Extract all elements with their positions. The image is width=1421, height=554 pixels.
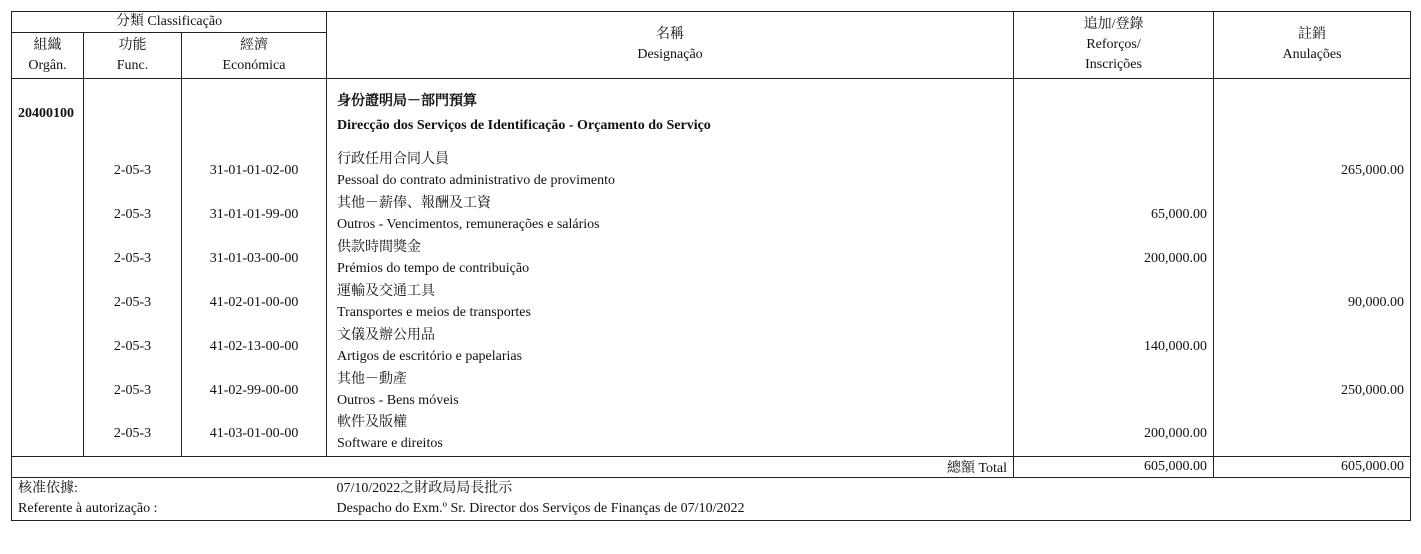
organ-header: [12, 33, 84, 79]
authorization-row: [12, 478, 1411, 521]
designation-header-pt: Designação: [637, 47, 703, 62]
section-title-zh: 身份證明局－部門預算: [337, 93, 478, 109]
designation: [327, 149, 1014, 193]
func-code: 2-05-3: [84, 325, 182, 369]
total-row: [12, 457, 1411, 478]
func-code: 2-05-3: [84, 193, 182, 237]
reinforcements-header-pt2: Inscrições: [1085, 57, 1142, 72]
section-title: [327, 79, 1014, 149]
table-row: [12, 193, 1411, 237]
budget-table: [11, 11, 1411, 521]
designation-pt: Outros - Vencimentos, remunerações e salários: [337, 216, 600, 232]
designation: [327, 369, 1014, 413]
designation: [327, 237, 1014, 281]
reinforcement-value: [1014, 281, 1214, 325]
authorization-text-zh: 07/10/2022之財政局局長批示: [336, 481, 513, 496]
func-code: 2-05-3: [84, 237, 182, 281]
cancellation-value: 265,000.00: [1214, 149, 1411, 193]
authorization-label-zh: 核准依據:: [18, 481, 78, 496]
func-header-zh: 功能: [118, 37, 147, 53]
designation: [327, 281, 1014, 325]
econ-code: 41-02-99-00-00: [182, 369, 327, 413]
designation-pt: Software e direitos: [337, 436, 443, 452]
designation-pt: Prémios do tempo de contribuição: [337, 260, 530, 276]
reinforcement-value: 140,000.00: [1014, 325, 1214, 369]
econ-code: 41-02-01-00-00: [182, 281, 327, 325]
table-row: [12, 281, 1411, 325]
section-row: [12, 79, 1411, 149]
reinforcement-value: 200,000.00: [1014, 237, 1214, 281]
cancellation-value: [1214, 237, 1411, 281]
table-row: [12, 369, 1411, 413]
designation-zh: 其他－動產: [337, 371, 408, 387]
cancellation-value: [1214, 325, 1411, 369]
func-code: 2-05-3: [84, 281, 182, 325]
total-reinforcement: 605,000.00: [1014, 457, 1214, 478]
authorization-text: [327, 478, 1411, 521]
econ-header-zh: 經濟: [240, 37, 269, 53]
designation-zh: 運輸及交通工具: [337, 283, 436, 299]
reinforcements-header-zh: 追加/登錄: [1083, 17, 1144, 32]
designation-zh: 其他－薪俸、報酬及工資: [337, 195, 492, 211]
designation-zh: 供款時間獎金: [337, 239, 422, 255]
table-row: [12, 237, 1411, 281]
func-code: 2-05-3: [84, 413, 182, 457]
cancellation-value: 250,000.00: [1214, 369, 1411, 413]
reinforcement-value: 200,000.00: [1014, 413, 1214, 457]
table-row: [12, 413, 1411, 457]
organ-code: 20400100: [12, 79, 84, 149]
total-cancellation: 605,000.00: [1214, 457, 1411, 478]
organ-header-pt: Orgân.: [28, 57, 67, 73]
designation-pt: Outros - Bens móveis: [337, 392, 459, 408]
cancellations-header-pt: Anulações: [1282, 47, 1342, 62]
func-code: 2-05-3: [84, 369, 182, 413]
designation: [327, 193, 1014, 237]
designation-pt: Artigos de escritório e papelarias: [337, 348, 523, 364]
func-code: 2-05-3: [84, 149, 182, 193]
table-row: [12, 149, 1411, 193]
cancellation-value: [1214, 193, 1411, 237]
section-title-pt: Direcção dos Serviços de Identificação - Orçamento do Serviço: [337, 117, 711, 133]
econ-code: 31-01-01-02-00: [182, 149, 327, 193]
designation-zh: 文儀及辦公用品: [337, 327, 436, 343]
authorization-label-pt: Referente à autorização :: [18, 501, 158, 516]
designation-zh: 軟件及版權: [337, 415, 408, 431]
designation: [327, 325, 1014, 369]
authorization-text-pt: Despacho do Exm.º Sr. Director dos Serviços de Finanças de 07/10/2022: [336, 501, 745, 516]
func-header: [84, 33, 182, 79]
designation-pt: Transportes e meios de transportes: [337, 304, 531, 320]
total-label: 總額 Total: [12, 457, 1014, 478]
cancellations-header-zh: 註銷: [1298, 27, 1327, 42]
authorization-label: [12, 478, 327, 521]
econ-code: 41-03-01-00-00: [182, 413, 327, 457]
classification-header: 分類 Classificação: [12, 12, 327, 33]
cancellations-header: [1214, 12, 1411, 79]
reinforcement-value: [1014, 149, 1214, 193]
reinforcement-value: 65,000.00: [1014, 193, 1214, 237]
designation-pt: Pessoal do contrato administrativo de provimento: [337, 172, 616, 188]
reinforcement-value: [1014, 369, 1214, 413]
reinforcements-header-pt1: Reforços/: [1086, 37, 1141, 52]
econ-header: [182, 33, 327, 79]
cancellation-value: 90,000.00: [1214, 281, 1411, 325]
designation-zh: 行政任用合同人員: [337, 151, 450, 167]
organ-header-zh: 組織: [33, 37, 62, 53]
cancellation-value: [1214, 413, 1411, 457]
designation-header: [327, 12, 1014, 79]
table-row: [12, 325, 1411, 369]
econ-code: 41-02-13-00-00: [182, 325, 327, 369]
reinforcements-header: [1014, 12, 1214, 79]
econ-header-pt: Económica: [222, 57, 286, 73]
designation-header-zh: 名稱: [656, 27, 685, 42]
econ-code: 31-01-03-00-00: [182, 237, 327, 281]
designation: [327, 413, 1014, 457]
econ-code: 31-01-01-99-00: [182, 193, 327, 237]
func-header-pt: Func.: [116, 57, 149, 73]
